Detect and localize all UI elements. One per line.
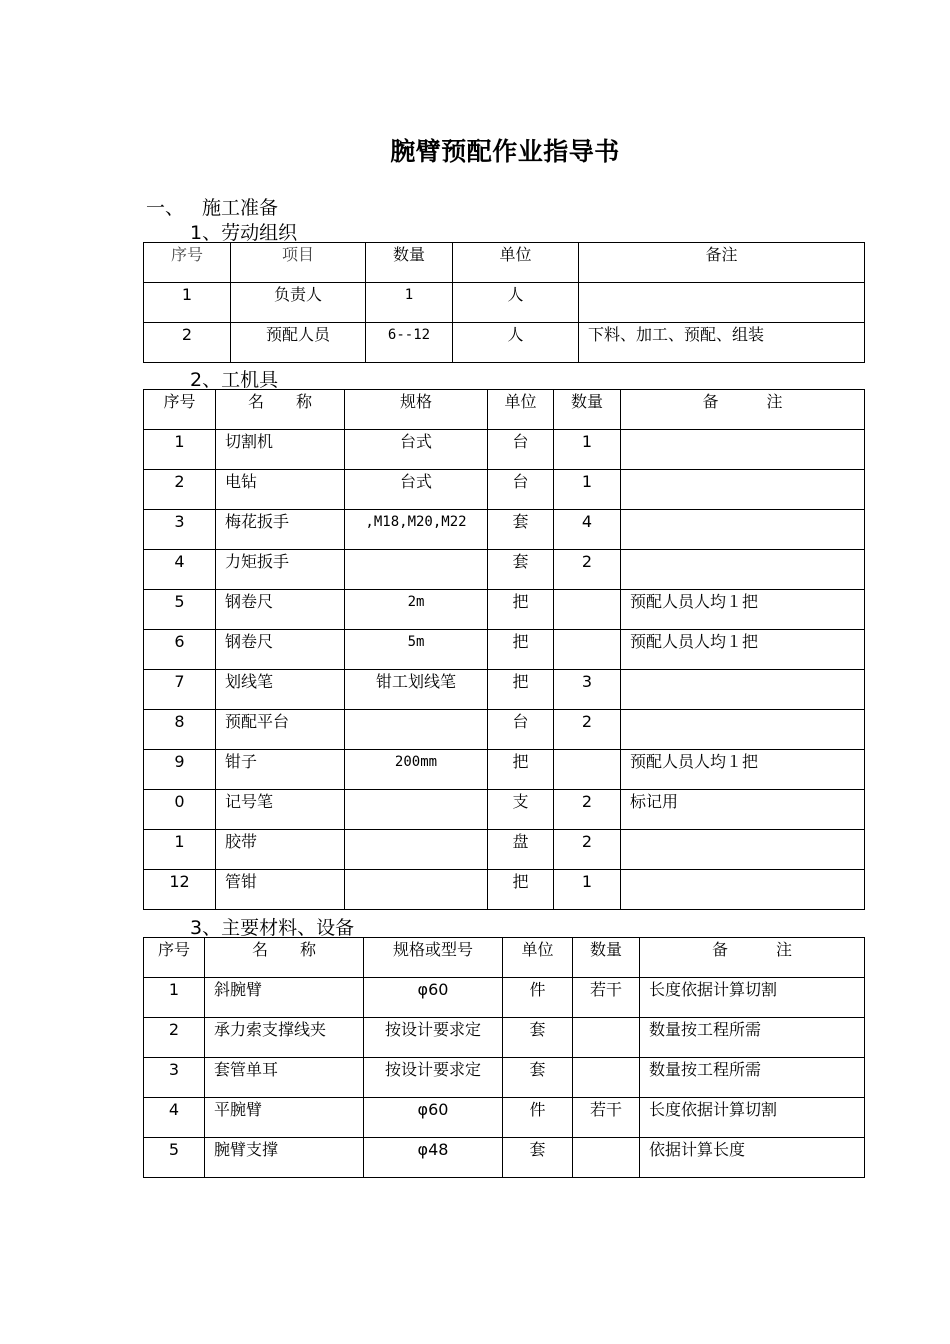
table-cell: 划线笔 [216,670,345,710]
table-cell: φ60 [364,978,503,1018]
table-cell: 6--12 [366,323,453,363]
table-cell: 套 [503,1058,573,1098]
header-cell: 序号 [144,938,205,978]
table-cell: 台 [488,470,554,510]
subsection-materials-heading: 3、主要材料、设备 [190,917,355,939]
header-cell: 项目 [231,243,366,283]
table-cell: 2m [345,590,488,630]
table-cell: 9 [144,750,216,790]
table-cell: 标记用 [621,790,865,830]
table-cell [573,1058,640,1098]
subsection-labor-heading: 1、劳动组织 [190,222,298,244]
table-cell: 8 [144,710,216,750]
table-cell: 5 [144,1138,205,1178]
table-cell: 梅花扳手 [216,510,345,550]
table-cell: 若干 [573,1098,640,1138]
table-cell: 人 [453,283,579,323]
table-row [144,1138,865,1178]
table-cell: 套 [488,550,554,590]
table-cell: 3 [144,1058,205,1098]
table-header-row [144,938,865,978]
table-row [144,830,865,870]
table-row [144,1058,865,1098]
table-cell: 按设计要求定 [364,1058,503,1098]
table-cell: 5m [345,630,488,670]
table-cell: 胶带 [216,830,345,870]
table-cell: 依据计算长度 [640,1138,865,1178]
table-cell: 钳子 [216,750,345,790]
table-cell: 台式 [345,430,488,470]
table-row [144,750,865,790]
table-cell: 人 [453,323,579,363]
table-cell: 1 [554,470,621,510]
table-row [144,978,865,1018]
table-cell: 腕臂支撑 [205,1138,364,1178]
header-cell: 规格 [345,390,488,430]
table-cell [554,750,621,790]
table-cell: 4 [554,510,621,550]
table-cell: 1 [144,830,216,870]
table-cell: 钢卷尺 [216,590,345,630]
table-cell: 台式 [345,470,488,510]
table-cell: 4 [144,550,216,590]
section-number: 一、 [146,197,185,219]
table-cell: 1 [366,283,453,323]
table-cell: 管钳 [216,870,345,910]
table-cell: 2 [144,470,216,510]
table-row [144,510,865,550]
subsection-tools-heading: 2、工机具 [190,369,279,391]
header-cell: 单位 [488,390,554,430]
table-row [144,470,865,510]
table-cell [621,470,865,510]
header-cell: 备 注 [621,390,865,430]
table-cell [621,870,865,910]
table-cell: 钳工划线笔 [345,670,488,710]
table-cell: 力矩扳手 [216,550,345,590]
table-cell [621,510,865,550]
header-cell: 备 注 [640,938,865,978]
table-cell: 2 [554,830,621,870]
table-cell: 预配人员人均１把 [621,750,865,790]
header-cell: 单位 [453,243,579,283]
table-cell: 长度依据计算切割 [640,978,865,1018]
table-cell: 把 [488,670,554,710]
header-cell: 名 称 [205,938,364,978]
table-cell: 预配人员人均１把 [621,630,865,670]
table-cell: 3 [554,670,621,710]
table-cell: 件 [503,1098,573,1138]
table-cell: φ60 [364,1098,503,1138]
table-cell [345,550,488,590]
table-row [144,1018,865,1058]
table-cell: 件 [503,978,573,1018]
table-cell: 记号笔 [216,790,345,830]
table-cell: 平腕臂 [205,1098,364,1138]
table-cell: 1 [144,430,216,470]
table-cell: 按设计要求定 [364,1018,503,1058]
table-cell: 200mm [345,750,488,790]
tools-table [143,389,865,910]
table-cell: 台 [488,710,554,750]
table-cell: 1 [144,283,231,323]
table-header-row [144,243,865,283]
table-cell: 套 [503,1138,573,1178]
table-row [144,630,865,670]
labor-table [143,242,865,363]
header-cell: 备注 [579,243,865,283]
table-cell [554,630,621,670]
table-header-row [144,390,865,430]
header-cell: 单位 [503,938,573,978]
table-cell: 7 [144,670,216,710]
table-cell [345,710,488,750]
table-cell: 若干 [573,978,640,1018]
section-label: 施工准备 [202,197,279,219]
table-row [144,790,865,830]
table-cell [345,790,488,830]
table-cell [621,670,865,710]
header-cell: 名 称 [216,390,345,430]
header-cell: 序号 [144,243,231,283]
section-heading [146,193,278,220]
table-cell: 负责人 [231,283,366,323]
table-row [144,323,865,363]
table-cell: 长度依据计算切割 [640,1098,865,1138]
header-cell: 数量 [366,243,453,283]
header-cell: 序号 [144,390,216,430]
table-cell: 6 [144,630,216,670]
table-cell: 1 [554,430,621,470]
table-row [144,870,865,910]
materials-table [143,937,865,1178]
table-cell [554,590,621,630]
header-cell: 规格或型号 [364,938,503,978]
table-cell: 2 [554,550,621,590]
table-cell: 承力索支撑线夹 [205,1018,364,1058]
table-cell: 3 [144,510,216,550]
table-cell [621,550,865,590]
table-cell: 4 [144,1098,205,1138]
table-cell: 1 [554,870,621,910]
table-cell: 下料、加工、预配、组装 [579,323,865,363]
table-cell: 套 [488,510,554,550]
table-cell [621,710,865,750]
table-cell: 2 [144,323,231,363]
table-cell [573,1138,640,1178]
table-cell: 钢卷尺 [216,630,345,670]
table-cell: 套 [503,1018,573,1058]
table-row [144,283,865,323]
table-row [144,590,865,630]
table-cell [621,830,865,870]
table-cell [621,430,865,470]
header-cell: 数量 [554,390,621,430]
table-cell: 台 [488,430,554,470]
table-cell: 支 [488,790,554,830]
table-cell: 预配平台 [216,710,345,750]
document-title: 腕臂预配作业指导书 [390,137,620,166]
table-cell [345,830,488,870]
table-cell [579,283,865,323]
table-cell: 0 [144,790,216,830]
table-cell: 把 [488,750,554,790]
table-cell: 2 [144,1018,205,1058]
table-cell: 预配人员 [231,323,366,363]
table-cell: 1 [144,978,205,1018]
table-cell: 12 [144,870,216,910]
table-cell: 预配人员人均１把 [621,590,865,630]
table-cell: 盘 [488,830,554,870]
table-row [144,1098,865,1138]
table-cell: 数量按工程所需 [640,1018,865,1058]
table-cell: 把 [488,590,554,630]
header-cell: 数量 [573,938,640,978]
table-cell: 把 [488,870,554,910]
table-cell: 套管单耳 [205,1058,364,1098]
table-row [144,670,865,710]
table-cell [573,1018,640,1058]
table-cell: 2 [554,710,621,750]
table-row [144,430,865,470]
table-cell [345,870,488,910]
table-cell: 斜腕臂 [205,978,364,1018]
table-cell: 2 [554,790,621,830]
table-cell: ,M18,M20,M22 [345,510,488,550]
table-row [144,710,865,750]
table-cell: 把 [488,630,554,670]
table-cell: 5 [144,590,216,630]
table-cell: 切割机 [216,430,345,470]
table-cell: 电钻 [216,470,345,510]
table-cell: 数量按工程所需 [640,1058,865,1098]
table-cell: φ48 [364,1138,503,1178]
table-row [144,550,865,590]
